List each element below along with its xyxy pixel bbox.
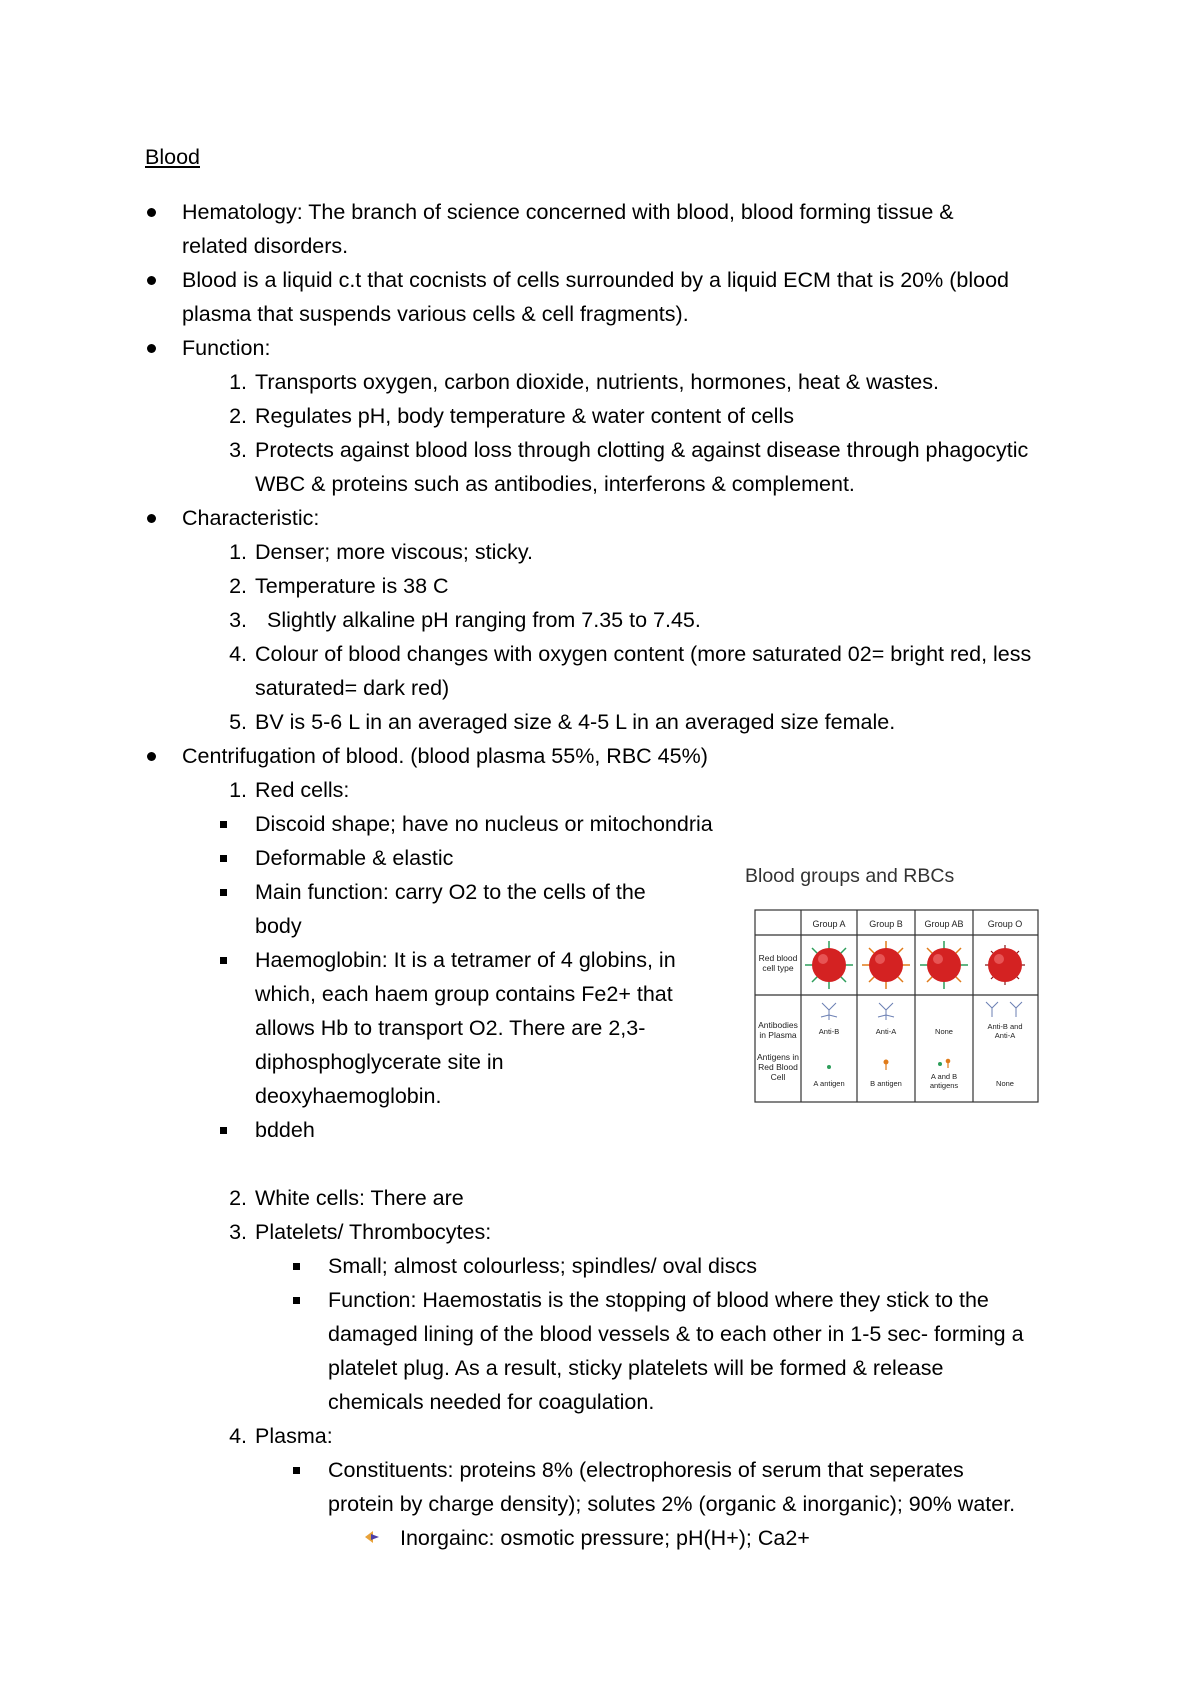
row-label-antibodies-2: in Plasma	[759, 1030, 797, 1040]
rbc-group-a	[805, 941, 853, 989]
list-number: 5.	[229, 710, 247, 734]
antibody-label-group-o-1: Anti-B and	[987, 1022, 1023, 1031]
liquid-line-1: Blood is a liquid c.t that cocnists of cells surrounded by a liquid ECM that is 20% (blood	[182, 268, 1009, 292]
list-number: 1.	[229, 370, 247, 394]
square-bullet-icon	[220, 1127, 227, 1134]
characteristic-item-4-line-1: Colour of blood changes with oxygen content (more saturated 02= bright red, less	[255, 642, 1032, 666]
characteristic-item-1: Denser; more viscous; sticky.	[255, 540, 533, 564]
platelets-item-2-line-3: platelet plug. As a result, sticky platelets will be formed & release	[328, 1356, 944, 1380]
square-bullet-icon	[220, 957, 227, 964]
list-number: 1.	[229, 778, 247, 802]
bullet-icon	[147, 752, 156, 761]
header-group-o: Group O	[987, 919, 1023, 929]
row-label-antigens-3: Cell	[770, 1072, 786, 1082]
blood-groups-figure	[745, 865, 1040, 1105]
row-label-antigens-2: Red Blood	[758, 1062, 798, 1072]
list-number: 2.	[229, 574, 247, 598]
square-bullet-icon	[293, 1467, 300, 1474]
platelets-item-1: Small; almost colourless; spindles/ oval discs	[328, 1254, 757, 1278]
centrifugation-heading: Centrifugation of blood. (blood plasma 55%, RBC 45%)	[182, 744, 708, 768]
function-item-3-line-2: WBC & proteins such as antibodies, interferons & complement.	[255, 472, 855, 496]
characteristic-item-4-line-2: saturated= dark red)	[255, 676, 450, 700]
red-cells-item-4-line-4: diphosphoglycerate site in	[255, 1050, 504, 1074]
function-heading: Function:	[182, 336, 271, 360]
plasma-item-1-line-1: Constituents: proteins 8% (electrophoresis of serum that seperates	[328, 1458, 964, 1482]
antibody-anti-a-icon	[878, 1003, 894, 1020]
characteristic-item-2: Temperature is 38 C	[255, 574, 449, 598]
antigen-label-group-ab-1: A and B	[930, 1072, 958, 1081]
arrow-bullet-icon	[364, 1530, 380, 1544]
antigen-b-icon	[884, 1060, 889, 1071]
bullet-icon	[147, 208, 156, 217]
list-number: 2.	[229, 1186, 247, 1210]
red-cells-item-1: Discoid shape; have no nucleus or mitochondria	[255, 812, 713, 836]
characteristic-heading: Characteristic:	[182, 506, 320, 530]
square-bullet-icon	[220, 821, 227, 828]
square-bullet-icon	[293, 1297, 300, 1304]
antibody-label-group-o-2: Anti-A	[994, 1031, 1016, 1040]
antibody-label-group-a: Anti-B	[818, 1027, 840, 1036]
characteristic-item-3: Slightly alkaline pH ranging from 7.35 to 7.45.	[267, 608, 701, 632]
platelets-heading: Platelets/ Thrombocytes:	[255, 1220, 492, 1244]
red-cells-item-4-line-5: deoxyhaemoglobin.	[255, 1084, 442, 1108]
red-cells-heading: Red cells:	[255, 778, 350, 802]
list-number: 4.	[229, 642, 247, 666]
antigen-label-group-a: A antigen	[813, 1079, 845, 1088]
list-number: 3.	[229, 1220, 247, 1244]
bullet-icon	[147, 276, 156, 285]
red-cells-item-3-line-1: Main function: carry O2 to the cells of the	[255, 880, 646, 904]
characteristic-item-5: BV is 5-6 L in an averaged size & 4-5 L in an averaged size female.	[255, 710, 896, 734]
figure-title: Blood groups and RBCs	[745, 865, 955, 887]
square-bullet-icon	[220, 855, 227, 862]
square-bullet-icon	[220, 889, 227, 896]
plasma-subitem-inorganic: Inorgainc: osmotic pressure; pH(H+); Ca2+	[400, 1526, 810, 1550]
antigen-label-group-ab-2: antigens	[929, 1081, 959, 1090]
function-item-3-line-1: Protects against blood loss through clotting & against disease through phagocytic	[255, 438, 1029, 462]
red-cells-item-4-line-3: allows Hb to transport O2. There are 2,3-	[255, 1016, 646, 1040]
red-cells-item-4-line-2: which, each haem group contains Fe2+ that	[255, 982, 673, 1006]
platelets-item-2-line-4: chemicals needed for coagulation.	[328, 1390, 655, 1414]
antibody-anti-b-and-a-icon	[986, 1002, 1022, 1017]
table-grid	[755, 910, 1038, 1102]
red-cells-item-5: bddeh	[255, 1118, 315, 1142]
list-number: 3.	[229, 438, 247, 462]
hematology-line-1: Hematology: The branch of science concerned with blood, blood forming tissue &	[182, 200, 954, 224]
liquid-line-2: plasma that suspends various cells & cell fragments).	[182, 302, 689, 326]
rbc-group-ab	[920, 941, 968, 989]
hematology-line-2: related disorders.	[182, 234, 349, 258]
platelets-item-2-line-2: damaged lining of the blood vessels & to each other in 1-5 sec- forming a	[328, 1322, 1024, 1346]
red-cells-item-3-line-2: body	[255, 914, 302, 938]
blood-groups-table	[745, 865, 1040, 1105]
antibody-label-group-ab: None	[935, 1027, 953, 1036]
bullet-icon	[147, 344, 156, 353]
red-cells-item-4-line-1: Haemoglobin: It is a tetramer of 4 globins, in	[255, 948, 676, 972]
function-item-2: Regulates pH, body temperature & water content of cells	[255, 404, 794, 428]
list-number: 1.	[229, 540, 247, 564]
antigen-a-and-b-icon	[938, 1059, 950, 1068]
antibody-label-group-b: Anti-A	[875, 1027, 897, 1036]
list-number: 4.	[229, 1424, 247, 1448]
square-bullet-icon	[293, 1263, 300, 1270]
bullet-icon	[147, 514, 156, 523]
row-label-cell-type-1: Red blood	[758, 953, 798, 963]
platelets-item-2-line-1: Function: Haemostatis is the stopping of blood where they stick to the	[328, 1288, 989, 1312]
header-group-ab: Group AB	[924, 919, 964, 929]
function-item-1: Transports oxygen, carbon dioxide, nutrients, hormones, heat & wastes.	[255, 370, 939, 394]
list-number: 3.	[229, 608, 247, 632]
antigen-a-icon	[827, 1065, 831, 1069]
row-label-antibodies-1: Antibodies	[758, 1020, 798, 1030]
antigen-label-group-o: None	[996, 1079, 1014, 1088]
rbc-group-b	[862, 941, 910, 989]
header-group-b: Group B	[869, 919, 903, 929]
header-group-a: Group A	[812, 919, 846, 929]
antigen-label-group-b: B antigen	[870, 1079, 902, 1088]
plasma-item-1-line-2: protein by charge density); solutes 2% (organic & inorganic); 90% water.	[328, 1492, 1016, 1516]
antibody-anti-b-icon	[821, 1003, 837, 1020]
list-number: 2.	[229, 404, 247, 428]
row-label-antigens-1: Antigens in	[756, 1052, 800, 1062]
page-title: Blood	[145, 145, 200, 169]
row-label-cell-type-2: cell type	[762, 963, 794, 973]
plasma-heading: Plasma:	[255, 1424, 333, 1448]
white-cells-heading: White cells: There are	[255, 1186, 464, 1210]
red-cells-item-2: Deformable & elastic	[255, 846, 454, 870]
rbc-group-o	[985, 945, 1025, 985]
